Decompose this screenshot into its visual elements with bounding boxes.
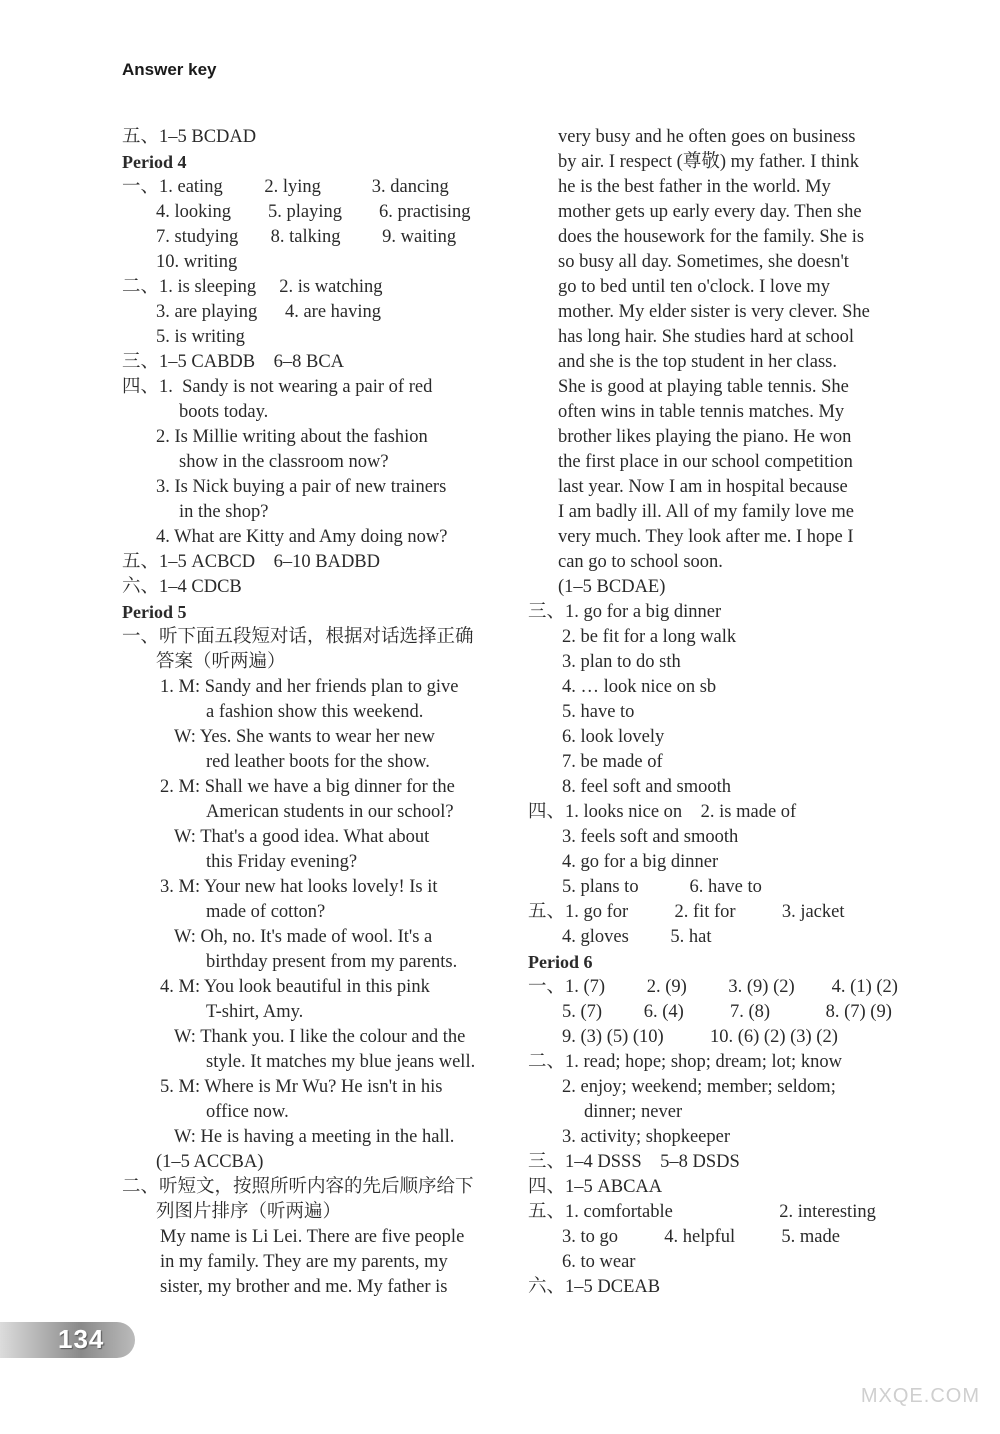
answer-line: 2. be fit for a long walk	[562, 627, 737, 647]
answer-line: 二、听短文，按照所听内容的先后顺序给下	[122, 1177, 474, 1197]
answer-line: does the housework for the family. She is	[558, 227, 865, 247]
answer-line: a fashion show this weekend.	[206, 702, 424, 722]
answer-line: 9. (3) (5) (10) 10. (6) (2) (3) (2)	[562, 1027, 838, 1047]
answer-line: (1–5 BCDAE)	[558, 577, 666, 597]
answer-line: (1–5 ACCBA)	[156, 1152, 264, 1172]
answer-line: in my family. They are my parents, my	[160, 1252, 448, 1272]
answer-line: 6. look lovely	[562, 727, 665, 747]
answer-line: 一、1. (7) 2. (9) 3. (9) (2) 4. (1) (2)	[528, 977, 898, 997]
answer-line: 二、1. read; hope; shop; dream; lot; know	[528, 1052, 842, 1072]
answer-line: he is the best father in the world. My	[558, 177, 831, 197]
answer-line: 5. is writing	[156, 327, 245, 347]
watermark: MXQE.COM	[860, 1385, 980, 1407]
answer-line: 一、听下面五段短对话，根据对话选择正确	[122, 627, 474, 647]
answer-line: W: That's a good idea. What about	[174, 827, 430, 847]
answer-line: 5. have to	[562, 702, 635, 722]
answer-line: 答案（听两遍）	[156, 652, 286, 672]
answer-line: 五、1–5 ACBCD 6–10 BADBD	[122, 552, 380, 572]
answer-line: American students in our school?	[206, 802, 454, 822]
answer-line: sister, my brother and me. My father is	[160, 1277, 448, 1297]
answer-line: show in the classroom now?	[179, 452, 389, 472]
answer-line: in the shop?	[179, 502, 269, 522]
answer-line: boots today.	[179, 402, 269, 422]
answer-line: mother. My elder sister is very clever. She	[558, 302, 870, 322]
answer-line: W: He is having a meeting in the hall.	[174, 1127, 455, 1147]
answer-line: 三、1–5 CABDB 6–8 BCA	[122, 352, 345, 372]
answer-line: has long hair. She studies hard at school	[558, 327, 854, 347]
answer-line: style. It matches my blue jeans well.	[206, 1052, 476, 1072]
answer-line: 7. be made of	[562, 752, 663, 772]
answer-line: 五、1–5 BCDAD	[122, 127, 257, 147]
answer-line: 2. Is Millie writing about the fashion	[156, 427, 428, 447]
answer-line: this Friday evening?	[206, 852, 358, 872]
answer-line: W: Oh, no. It's made of wool. It's a	[174, 927, 433, 947]
answer-line: office now.	[206, 1102, 289, 1122]
answer-line: 7. studying 8. talking 9. waiting	[156, 227, 457, 247]
answer-line: 3. are playing 4. are having	[156, 302, 382, 322]
answer-line: 1. M: Sandy and her friends plan to give	[160, 677, 459, 697]
answer-line: very busy and he often goes on business	[558, 127, 856, 147]
answer-line: 四、1. looks nice on 2. is made of	[528, 802, 797, 822]
answer-line: 4. M: You look beautiful in this pink	[160, 977, 430, 997]
answer-line: She is good at playing table tennis. She	[558, 377, 849, 397]
answer-line: 4. looking 5. playing 6. practising	[156, 202, 471, 222]
answer-line: so busy all day. Sometimes, she doesn't	[558, 252, 849, 272]
answer-line: very much. They look after me. I hope I	[558, 527, 854, 547]
answer-line: 四、1–5 ABCAA	[528, 1177, 663, 1197]
answer-line: 3. Is Nick buying a pair of new trainers	[156, 477, 447, 497]
answer-line: 10. writing	[156, 252, 238, 272]
answer-line: 三、1–4 DSSS 5–8 DSDS	[528, 1152, 740, 1172]
answer-line: I am badly ill. All of my family love me	[558, 502, 854, 522]
answer-line: 8. feel soft and smooth	[562, 777, 732, 797]
answer-line: 五、1. go for 2. fit for 3. jacket	[528, 902, 845, 922]
answer-line: made of cotton?	[206, 902, 326, 922]
section-heading: Period 6	[528, 952, 593, 972]
answer-line: the first place in our school competition	[558, 452, 853, 472]
answer-line: 4. gloves 5. hat	[562, 927, 712, 947]
section-heading: Period 5	[122, 602, 187, 622]
answer-line: 3. plan to do sth	[562, 652, 681, 672]
answer-line: 6. to wear	[562, 1252, 636, 1272]
answer-line: 六、1–4 CDCB	[122, 577, 242, 597]
answer-line: birthday present from my parents.	[206, 952, 458, 972]
answer-line: 二、1. is sleeping 2. is watching	[122, 277, 383, 297]
answer-line: 3. M: Your new hat looks lovely! Is it	[160, 877, 438, 897]
answer-line: by air. I respect (尊敬) my father. I think	[558, 152, 860, 172]
answer-line: 一、1. eating 2. lying 3. dancing	[122, 177, 449, 197]
answer-line: 列图片排序（听两遍）	[156, 1202, 342, 1222]
answer-line: 2. M: Shall we have a big dinner for the	[160, 777, 455, 797]
answer-line: W: Thank you. I like the colour and the	[174, 1027, 466, 1047]
answer-line: can go to school soon.	[558, 552, 723, 572]
answer-line: 3. activity; shopkeeper	[562, 1127, 730, 1147]
answer-line: 3. feels soft and smooth	[562, 827, 739, 847]
answer-line: 六、1–5 DCEAB	[528, 1277, 661, 1297]
answer-line: 3. to go 4. helpful 5. made	[562, 1227, 840, 1247]
answer-line: dinner; never	[584, 1102, 683, 1122]
answer-line: T-shirt, Amy.	[206, 1002, 304, 1022]
answer-line: often wins in table tennis matches. My	[558, 402, 845, 422]
answer-line: W: Yes. She wants to wear her new	[174, 727, 435, 747]
page-number: 134	[58, 1324, 105, 1354]
section-heading: Period 4	[122, 152, 187, 172]
answer-line: 4. … look nice on sb	[562, 677, 717, 697]
answer-line: last year. Now I am in hospital because	[558, 477, 848, 497]
page-number-tab	[0, 1322, 135, 1358]
answer-line: mother gets up early every day. Then she	[558, 202, 862, 222]
answer-line: 2. enjoy; weekend; member; seldom;	[562, 1077, 836, 1097]
answer-line: 4. go for a big dinner	[562, 852, 719, 872]
answer-line: brother likes playing the piano. He won	[558, 427, 852, 447]
answer-line: 5. (7) 6. (4) 7. (8) 8. (7) (9)	[562, 1002, 892, 1022]
answer-line: and she is the top student in her class.	[558, 352, 837, 372]
answer-line: 5. plans to 6. have to	[562, 877, 762, 897]
page-header: Answer key	[122, 60, 217, 79]
answer-line: 4. What are Kitty and Amy doing now?	[156, 527, 448, 547]
answer-line: 五、1. comfortable 2. interesting	[528, 1202, 876, 1222]
answer-line: My name is Li Lei. There are five people	[160, 1227, 465, 1247]
answer-line: red leather boots for the show.	[206, 752, 430, 772]
answer-line: 5. M: Where is Mr Wu? He isn't in his	[160, 1077, 443, 1097]
answer-line: 三、1. go for a big dinner	[528, 602, 722, 622]
answer-line: 四、1. Sandy is not wearing a pair of red	[122, 377, 433, 397]
answer-line: go to bed until ten o'clock. I love my	[558, 277, 831, 297]
